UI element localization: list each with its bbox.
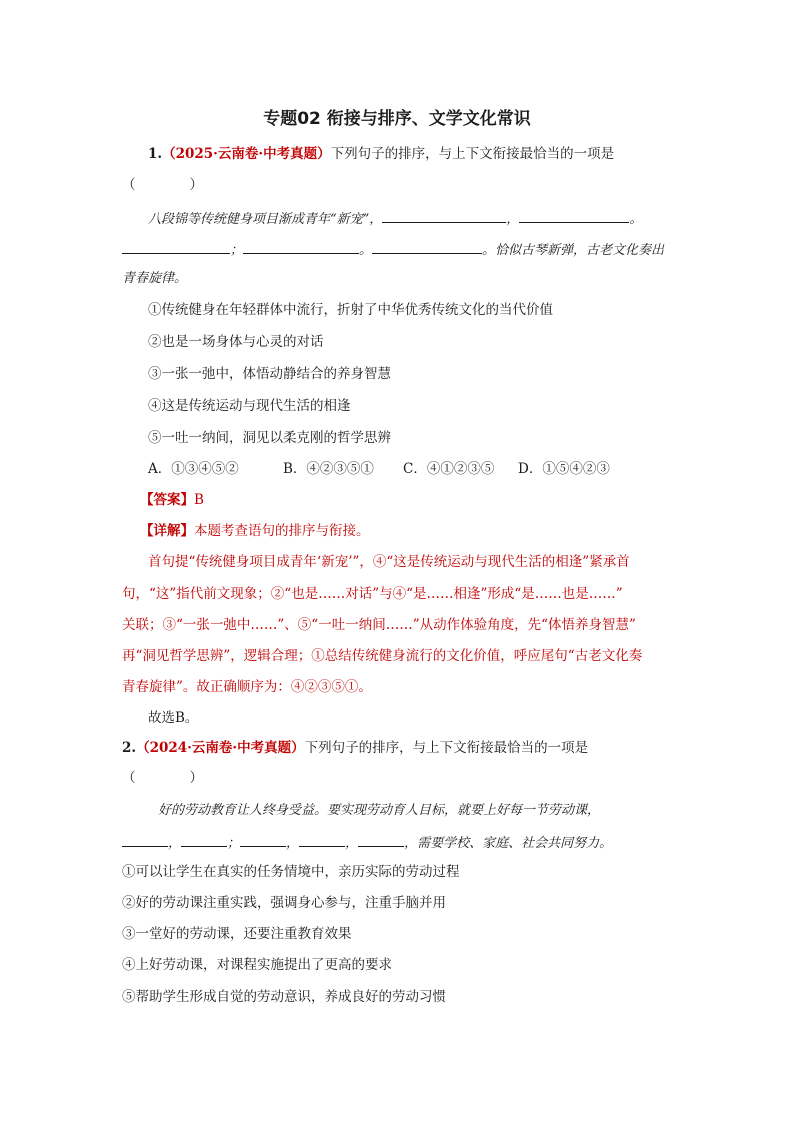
page-title: 专题02 衔接与排序、文学文化常识 [263, 109, 531, 129]
q1-explanation-line5: 青春旋律”。故正确顺序为：④②③⑤①。 [122, 679, 372, 695]
q1-passage-sep-2: 。 [629, 212, 643, 227]
q1-explanation-line1: 首句提“传统健身项目成青年‘新宠’”，④“这是传统运动与现代生活的相逢”紧承首 [148, 554, 630, 570]
q1-option-2: ②也是一场身体与心灵的对话 [148, 334, 324, 350]
q1-explanation-line3: 关联；③“一张一弛中……”、⑤“一吐一纳间……”从动作体验角度，先“体悟养身智慧” [122, 617, 636, 633]
q2-header [122, 738, 588, 758]
q1-blank-4 [243, 239, 359, 254]
q1-blank-2 [519, 208, 629, 223]
q2-option-1: ①可以让学生在真实的任务情境中，亲历实际的劳动过程 [122, 864, 460, 880]
q2-option-2: ②好的劳动课注重实践，强调身心参与，注重手脑并用 [122, 895, 446, 911]
q1-choice-c: C．④①②③⑤ [403, 461, 495, 477]
q2-option-4: ④上好劳动课，对课程实施提出了更高的要求 [122, 957, 392, 973]
q1-detail [140, 521, 370, 541]
q2-passage-sep-1: ， [168, 836, 182, 851]
q2-number: 2. [122, 740, 137, 756]
q2-passage-line2 [122, 832, 612, 854]
q1-stem: 下列句子的排序，与上下文衔接最恰当的一项是 [330, 146, 615, 162]
q2-passage-sep-3: ， [286, 836, 300, 851]
q1-passage-line2 [122, 239, 664, 261]
q2-answer-paren: （ ） [122, 770, 203, 786]
q1-source: （2025·云南卷·中考真题） [162, 146, 331, 162]
q1-blank-3 [122, 239, 230, 254]
q2-blank-5 [358, 832, 404, 847]
q2-passage-line1: 好的劳动教育让人终身受益。要实现劳动育人目标，就要上好每一节劳动课， [158, 803, 601, 818]
q1-passage-sep-1: ， [506, 212, 520, 227]
q1-answer [140, 490, 204, 510]
q1-number: 1. [148, 146, 163, 162]
q1-option-3: ③一张一弛中，体悟动静结合的养身智慧 [148, 366, 391, 382]
q1-conclusion: 故选B。 [148, 710, 199, 726]
q2-source: （2024·云南卷·中考真题） [136, 740, 305, 756]
q1-explanation-line2: 句，“这”指代前文现象；②“也是……对话”与④“是……相逢”形成“是……也是……” [122, 586, 623, 602]
q2-passage-sep-4: ， [345, 836, 359, 851]
q1-explanation-line4: 再“洞见哲学思辨”，逻辑合理；①总结传统健身流行的文化价值，呼应尾句“古老文化奏 [122, 648, 643, 664]
q2-blank-2 [181, 832, 227, 847]
q1-passage-text: 八段锦等传统健身项目渐成青年“新宠”， [148, 212, 383, 227]
q2-option-5: ⑤帮助学生形成自觉的劳动意识，养成良好的劳动习惯 [122, 989, 446, 1005]
q2-blank-4 [299, 832, 345, 847]
q1-choice-d: D．①⑤④②③ [518, 461, 610, 477]
q1-passage-line3: 青春旋律。 [122, 271, 188, 286]
q2-blank-3 [240, 832, 286, 847]
q2-option-3: ③一堂好的劳动课，还要注重教育效果 [122, 926, 352, 942]
q1-answer-label: 【答案】 [140, 492, 194, 508]
q2-passage-sep-5: ，需要学校、家庭、社会共同努力。 [404, 836, 613, 851]
q1-option-4: ④这是传统运动与现代生活的相逢 [148, 398, 351, 414]
q1-detail-intro: 本题考查语句的排序与衔接。 [194, 523, 370, 539]
q1-option-5: ⑤一吐一纳间，洞见以柔克刚的哲学思辨 [148, 430, 391, 446]
q2-stem: 下列句子的排序，与上下文衔接最恰当的一项是 [304, 740, 589, 756]
q1-blank-1 [382, 208, 506, 223]
q1-option-1: ①传统健身在年轻群体中流行，折射了中华优秀传统文化的当代价值 [148, 302, 553, 318]
q1-passage-line1 [148, 208, 642, 230]
q1-passage-sep-4: 。 [359, 243, 373, 258]
q1-passage-sep-5: 。恰似古琴新弹，古老文化奏出 [482, 243, 665, 258]
q1-choice-a: A．①③④⑤② [148, 461, 239, 477]
q1-answer-paren: （ ） [122, 177, 203, 193]
q1-header [148, 144, 614, 164]
q1-passage-sep-3: ； [230, 243, 244, 258]
q1-choice-b: B．④②③⑤① [283, 461, 374, 477]
q2-passage-sep-2: ； [227, 836, 241, 851]
q2-blank-1 [122, 832, 168, 847]
q1-blank-5 [372, 239, 482, 254]
q1-answer-value: B [194, 492, 204, 508]
q1-detail-label: 【详解】 [140, 523, 194, 539]
